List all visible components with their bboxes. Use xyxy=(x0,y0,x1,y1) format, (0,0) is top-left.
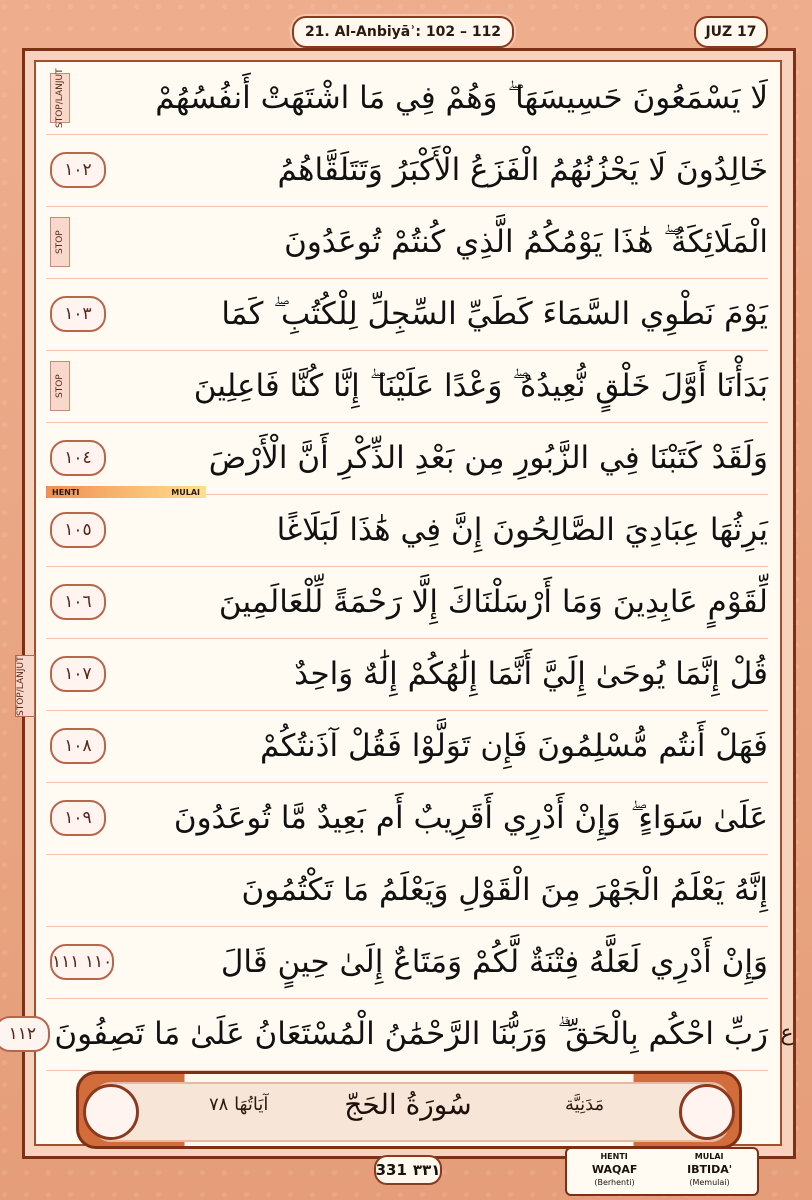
ayah-number: ١٠٢ xyxy=(50,152,106,188)
text-line xyxy=(46,782,768,855)
ayah-number: ١٠٤ xyxy=(50,440,106,476)
henti-mulai-strip xyxy=(46,486,206,498)
legend-memulai: (Memulai) xyxy=(689,1178,730,1187)
ayah-number: ١٠٧ xyxy=(50,656,106,692)
page-number-arabic: ٣٣١ xyxy=(412,1161,441,1179)
text-line xyxy=(46,278,768,351)
ayah-number: ١٠٩ xyxy=(50,800,106,836)
legend-waqaf: WAQAF xyxy=(591,1163,638,1176)
stop-marker: STOP xyxy=(50,217,70,267)
stop-marker: STOP/LANJUT xyxy=(50,73,70,123)
stop-marker: STOP xyxy=(50,361,70,411)
ayah-number: ١١٢ xyxy=(0,1016,50,1052)
line-text: وَإِنْ أَدْرِي لَعَلَّهُ فِتْنَةٌ لَّكُمْ وَمَتَاعٌ إِلَىٰ حِينٍ قَالَ xyxy=(220,944,768,980)
legend-berhenti: (Berhenti) xyxy=(594,1178,635,1187)
page-number xyxy=(374,1155,442,1185)
text-line xyxy=(46,206,768,279)
ayah-number: ١١٠ ١١١ xyxy=(50,944,114,980)
line-text: وَلَقَدْ كَتَبْنَا فِي الزَّبُورِ مِن بَعْدِ الذِّكْرِ أَنَّ الْأَرْضَ xyxy=(208,440,768,476)
right-ornament-icon xyxy=(679,1084,735,1140)
legend-main-row xyxy=(567,1163,757,1176)
text-line xyxy=(46,422,768,495)
ayah-number: ١٠٥ xyxy=(50,512,106,548)
surah-header: 21. Al-Anbiyāʾ: 102 – 112 xyxy=(292,16,514,48)
surah-title: سُورَةُ الحَجّ xyxy=(344,1088,472,1121)
stop-lanjut-side-marker: STOP/LANJUT xyxy=(15,655,35,717)
henti-label: HENTI xyxy=(52,487,80,497)
line-text: عَلَىٰ سَوَاءٍ ۖ وَإِنْ أَدْرِي أَقَرِيبٌ أَم بَعِيدٌ مَّا تُوعَدُونَ xyxy=(173,799,768,836)
legend-bottom-row xyxy=(567,1178,757,1187)
text-line xyxy=(46,854,768,927)
line-text: لِّقَوْمٍ عَابِدِينَ وَمَا أَرْسَلْنَاكَ إِلَّا رَحْمَةً لِّلْعَالَمِينَ xyxy=(218,584,768,620)
rub-marker: ع xyxy=(780,1020,794,1046)
ayah-number: ١٠٨ xyxy=(50,728,106,764)
text-line xyxy=(46,566,768,639)
line-text: فَهَلْ أَنتُم مُّسْلِمُونَ فَإِن تَوَلَّوْا فَقُلْ آذَنتُكُمْ xyxy=(259,728,768,764)
legend-henti: HENTI xyxy=(600,1152,628,1161)
text-line xyxy=(8,998,768,1071)
text-line xyxy=(46,926,768,999)
ayah-number: ١٠٣ xyxy=(50,296,106,332)
line-text: الْمَلَائِكَةُ ۖ هَٰذَا يَوْمُكُمُ الَّذِي كُنتُمْ تُوعَدُونَ xyxy=(284,223,768,260)
revelation-place: مَدَنِيَّة xyxy=(565,1094,605,1115)
legend-ibtida: IBTIDA' xyxy=(687,1163,733,1176)
text-line xyxy=(46,710,768,783)
legend-top-row xyxy=(567,1152,757,1161)
ayat-count: آيَاتُهَا ٧٨ xyxy=(209,1094,269,1115)
line-text: إِنَّهُ يَعْلَمُ الْجَهْرَ مِنَ الْقَوْلِ وَيَعْلَمُ مَا تَكْتُمُونَ xyxy=(241,872,768,908)
text-line xyxy=(46,62,768,135)
line-text: لَا يَسْمَعُونَ حَسِيسَهَا ۖ وَهُمْ فِي مَا اشْتَهَتْ أَنفُسُهُمْ xyxy=(155,79,768,116)
page-number-latin: 331 xyxy=(375,1161,407,1179)
juz-badge: JUZ 17 xyxy=(694,16,768,48)
text-line xyxy=(46,494,768,567)
line-text: يَرِثُهَا عِبَادِيَ الصَّالِحُونَ إِنَّ فِي هَٰذَا لَبَلَاغًا xyxy=(276,512,768,548)
next-surah-banner xyxy=(76,1071,742,1149)
line-text: بَدَأْنَا أَوَّلَ خَلْقٍ نُّعِيدُهُ ۖ وَعْدًا عَلَيْنَا ۖ إِنَّا كُنَّا فَاعِلِينَ xyxy=(193,367,768,404)
mulai-label: MULAI xyxy=(171,487,200,497)
line-text: قُلْ إِنَّمَا يُوحَىٰ إِلَيَّ أَنَّمَا إِلَٰهُكُمْ إِلَٰهٌ وَاحِدٌ xyxy=(294,656,768,692)
text-line xyxy=(46,350,768,423)
legend-mulai: MULAI xyxy=(694,1152,724,1161)
text-line xyxy=(46,638,768,711)
left-ornament-icon xyxy=(83,1084,139,1140)
waqaf-ibtida-legend xyxy=(565,1147,759,1196)
text-line xyxy=(46,134,768,207)
line-text: يَوْمَ نَطْوِي السَّمَاءَ كَطَيِّ السِّجِلِّ لِلْكُتُبِ ۖ كَمَا xyxy=(221,295,768,332)
ayah-number: ١٠٦ xyxy=(50,584,106,620)
arabic-text-area xyxy=(8,62,768,1056)
line-text: خَالِدُونَ لَا يَحْزُنُهُمُ الْفَزَعُ الْأَكْبَرُ وَتَتَلَقَّاهُمُ xyxy=(277,152,768,188)
line-text: رَبِّ احْكُم بِالْحَقِّ ۗ وَرَبُّنَا الرَّحْمَٰنُ الْمُسْتَعَانُ عَلَىٰ مَا تَصِفُونَ xyxy=(54,1015,768,1052)
